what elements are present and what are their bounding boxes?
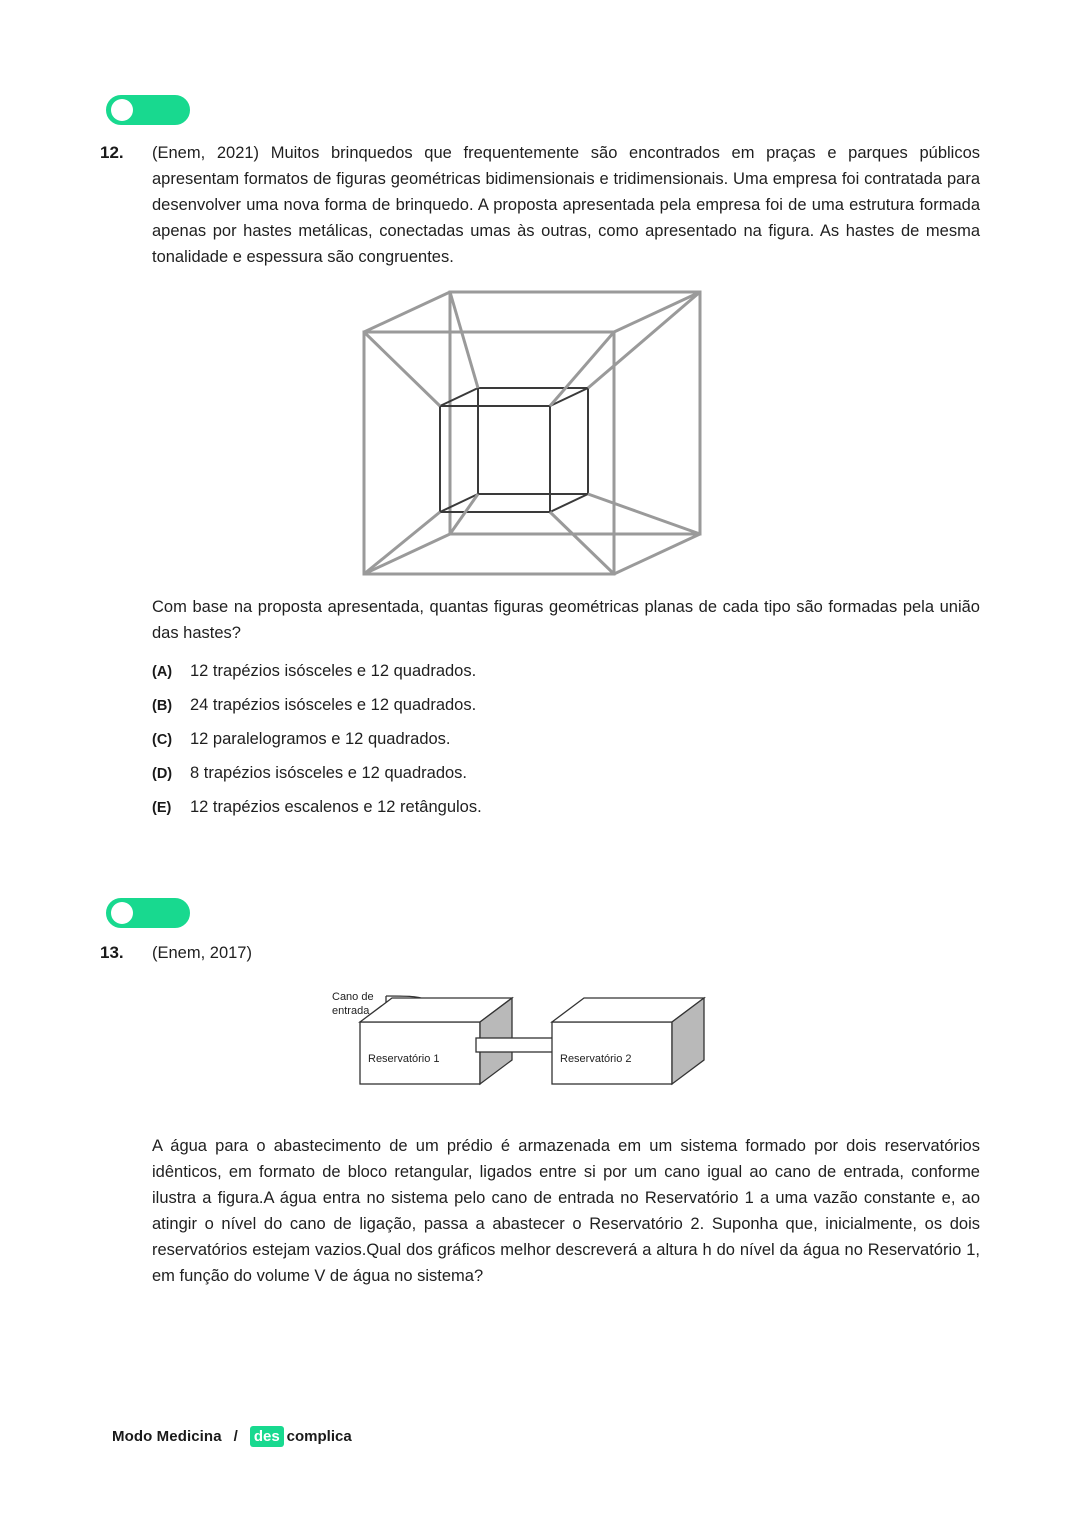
question-12-prompt: Com base na proposta apresentada, quantas figuras geométricas planas de cada tipo são formadas pela união das hastes? [152,598,980,642]
logo-des-text: des [250,1426,284,1447]
nested-cube-frame-figure [100,288,980,578]
descomplica-logo [250,1426,352,1447]
question-13-body: A água para o abastecimento de um prédio é armazenada em um sistema formado por dois reservatórios idênticos, em formato de bloco retangular, ligados entre si por um cano igual ao cano de entrada, conforme ilustra a figura.A água entra no sistema pelo cano de entrada no Reservatório 1 a uma vazão constante e, ao atingir o nível do cano de ligação, passa a abastecer o Reservatório 2. Suponha que, inicialmente, os dois reservatórios estejam vazios.Qual dos gráficos melhor descreverá a altura h do nível da água no Reservatório 1, em função do volume V de água no sistema? [152,1137,980,1285]
option-c-text: 12 paralelogramos e 12 quadrados. [190,730,451,748]
reservoir-2-label: Reservatório 2 [560,1053,632,1065]
toggle-knob-icon [111,902,133,924]
question-12-number: 12. [100,143,124,162]
question-12-options [152,660,980,818]
pipe-label-line2: entrada [332,1005,370,1017]
question-12-header [100,140,980,270]
toggle-knob-icon [111,99,133,121]
logo-complica-text: complica [286,1428,352,1445]
option-b-text: 24 trapézios isósceles e 12 quadrados. [190,696,477,714]
pipe-label-line1: Cano de [332,991,374,1003]
option-b-letter: (B) [152,698,173,714]
question-block-12 [100,140,980,830]
option-a-text: 12 trapézios isósceles e 12 quadrados. [190,662,477,680]
option-a-letter: (A) [152,664,173,680]
question-12-prompt-wrap [152,594,980,646]
option-d[interactable] [152,762,980,784]
question-13-number: 13. [100,943,124,962]
footer-brand-left: Modo Medicina [112,1428,222,1445]
footer-separator: / [233,1428,238,1445]
question-13-body-wrap [152,1133,980,1289]
option-e-text: 12 trapézios escalenos e 12 retângulos. [190,798,482,816]
option-d-text: 8 trapézios isósceles e 12 quadrados. [190,764,468,782]
option-b[interactable] [152,694,980,716]
question-13-toggle[interactable] [106,898,190,928]
option-d-letter: (D) [152,766,173,782]
question-block-13 [100,940,980,1289]
option-e[interactable] [152,796,980,818]
two-reservoirs-svg [330,980,750,1115]
option-e-letter: (E) [152,800,172,816]
option-a[interactable] [152,660,980,682]
question-12-toggle[interactable] [106,95,190,125]
two-reservoirs-figure [100,980,980,1115]
question-13-statement: (Enem, 2017) [152,944,252,962]
question-12-statement: (Enem, 2021) Muitos brinquedos que frequentemente são encontrados em praças e parques públicos apresentam formatos de figuras geométricas bidimensionais e tridimensionais. Uma empresa foi contratada para desenvolver uma nova forma de brinquedo. A proposta apresentada pela empresa foi de uma estrutura formada apenas por hastes metálicas, conectadas umas às outras, como apresentado na figura. As hastes de mesma tonalidade e espessura são congruentes. [152,144,980,266]
option-c[interactable] [152,728,980,750]
reservoir-1-label: Reservatório 1 [368,1053,440,1065]
question-13-header [100,940,980,966]
nested-cube-svg [360,288,720,578]
footer [112,1426,352,1447]
option-c-letter: (C) [152,732,173,748]
